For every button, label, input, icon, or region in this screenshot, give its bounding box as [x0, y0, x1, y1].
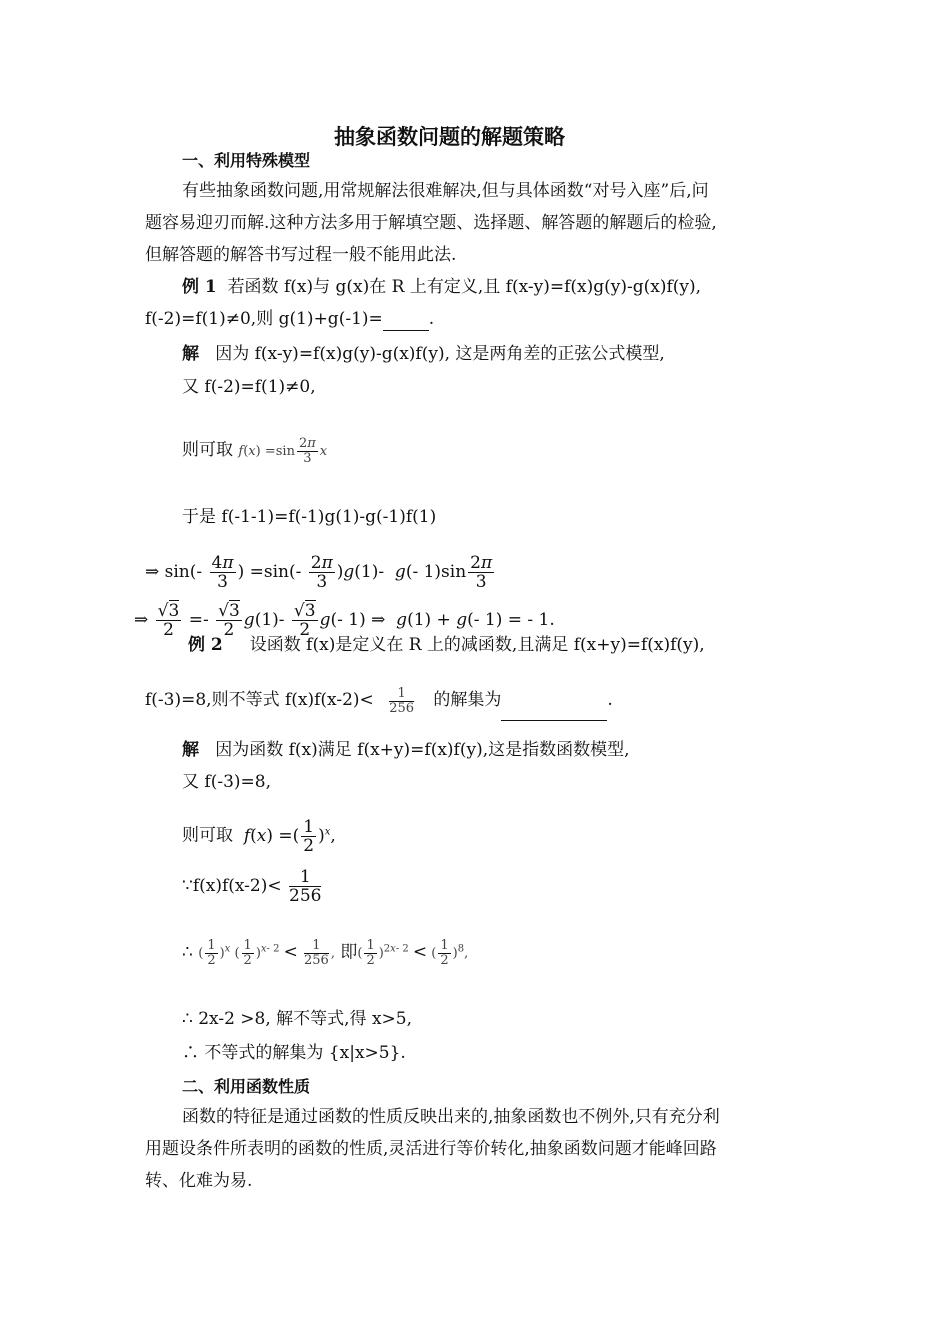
- example-2-text-2: f(-3)=8,则不等式 f(x)f(x-2)<: [145, 690, 374, 710]
- solution-2-line-2: 又 f(-3)=8,: [182, 772, 271, 792]
- paragraph-1-line-3: 但解答题的解答书写过程一般不能用此法.: [145, 245, 457, 265]
- solution-2-take: [182, 810, 336, 858]
- section-heading-2: 二、利用函数性质: [182, 1077, 311, 1096]
- solution-2-therefore-1: ∴ ( $\frac{1}{2}$ )$^x$ ( $\frac{1}{2}$ )$^{x- 2}$ < $\frac{1}{256}$ , 即( $\frac{1}{2}$ )$^{2x- 2}$ < ( $\frac{1}{2}$ )$^8$,: [182, 938, 469, 969]
- example-1-text: 若函数 f(x)与 g(x)在 R 上有定义,且 f(x-y)=f(x)g(y)-g(x)f(y),: [227, 277, 702, 297]
- paragraph-2-line-2: 用题设条件所表明的函数的性质,灵活进行等价转化,抽象函数问题才能峰回路: [145, 1139, 717, 1159]
- solution-2-line-1: [182, 739, 630, 761]
- solution-2-text: 因为函数 f(x)满足 f(x+y)=f(x)f(y),这是指数函数模型,: [215, 740, 630, 760]
- solution-2-label: 解: [182, 740, 199, 760]
- formula-step-2: ⇒ $\frac{√3}{2}$ =- $\frac{√3}{2}$ g(1)- $\frac{√3}{2}$ g(- 1) ⇒ g(1) + g(- 1) = - 1.: [134, 601, 555, 640]
- formula-f-exp: f(x) =( $\frac{1}{2}$ )$^x$,: [243, 816, 336, 856]
- formula-half-power-1: ( $\frac{1}{2}$ )$^x$ ( $\frac{1}{2}$ )$^{x- 2}$ < $\frac{1}{256}$ ,: [198, 938, 335, 969]
- section-heading-1: 一、利用特殊模型: [182, 151, 311, 170]
- formula-step-1: ⇒ sin(- $\frac{4\pi}{3}$ ) =sin(- $\frac{2\pi}{3}$ )g(1)- g(- 1)sin $\frac{2\pi}{3}$: [145, 553, 493, 592]
- fraction-1-256: $\frac{1}{256}$: [389, 686, 415, 716]
- page-title: 抽象函数问题的解题策略: [334, 125, 565, 149]
- solution-1-take: [182, 430, 327, 472]
- solution-1-text: 因为 f(x-y)=f(x)g(y)-g(x)f(y), 这是两角差的正弦公式模型,: [215, 344, 665, 364]
- paragraph-2-line-3: 转、化难为易.: [145, 1171, 253, 1191]
- formula-half-power-2: ( $\frac{1}{2}$ )$^{2x- 2}$ < ( $\frac{1}{2}$ )$^8$,: [357, 938, 469, 969]
- example-1-line-1: [182, 276, 701, 298]
- take-label-2: 则可取: [182, 825, 233, 846]
- paragraph-1-line-1: 有些抽象函数问题,用常规解法很难解决,但与具体函数“对号入座”后,问: [182, 181, 709, 201]
- example-2-label: 例 2: [188, 635, 223, 655]
- solution-1-label: 解: [182, 344, 199, 364]
- answer-blank-1: [383, 308, 429, 331]
- paragraph-1-line-2: 题容易迎刃而解.这种方法多用于解填空题、选择题、解答题的解题后的检验,: [145, 213, 717, 233]
- solution-1-yushi: 于是 f(-1-1)=f(-1)g(1)-g(-1)f(1): [182, 507, 437, 527]
- answer-blank-2: [501, 680, 607, 721]
- because-text: ∵f(x)f(x-2)<: [182, 876, 282, 896]
- example-2-text: 设函数 f(x)是定义在 R 上的减函数,且满足 f(x+y)=f(x)f(y),: [249, 635, 705, 655]
- example-1-label: 例 1: [182, 277, 217, 297]
- example-2-line-1: [188, 634, 705, 656]
- solution-2-because: [182, 864, 323, 908]
- solution-2-inequality: ∴ 2x-2 >8, 解不等式,得 x>5,: [182, 1009, 413, 1029]
- solution-2-answer: ∴ 不等式的解集为 {x|x>5}.: [182, 1043, 406, 1063]
- solution-1-line-1: [182, 343, 665, 365]
- paragraph-2-line-1: 函数的特征是通过函数的性质反映出来的,抽象函数也不例外,只有充分利: [182, 1107, 720, 1127]
- example-2-line-2: f(-3)=8,则不等式 f(x)f(x-2)< $\frac{1}{256}$ 的解集为 .: [145, 680, 613, 722]
- fraction-1-256-b: $\frac{1}{256}$: [289, 867, 322, 906]
- formula-f-sin: f(x) =sin $\frac{2\pi}{3}$ x: [238, 436, 328, 466]
- ie-text: 即: [340, 942, 358, 963]
- example-2-text-3: 的解集为: [433, 690, 502, 710]
- take-label: 则可取: [182, 440, 233, 460]
- example-1-line-2: f(-2)=f(1)≠0,则 g(1)+g(-1)= .: [145, 309, 435, 329]
- solution-1-line-2: 又 f(-2)=f(1)≠0,: [182, 377, 316, 397]
- example-1-text-2: f(-2)=f(1)≠0,则 g(1)+g(-1)=: [145, 309, 383, 329]
